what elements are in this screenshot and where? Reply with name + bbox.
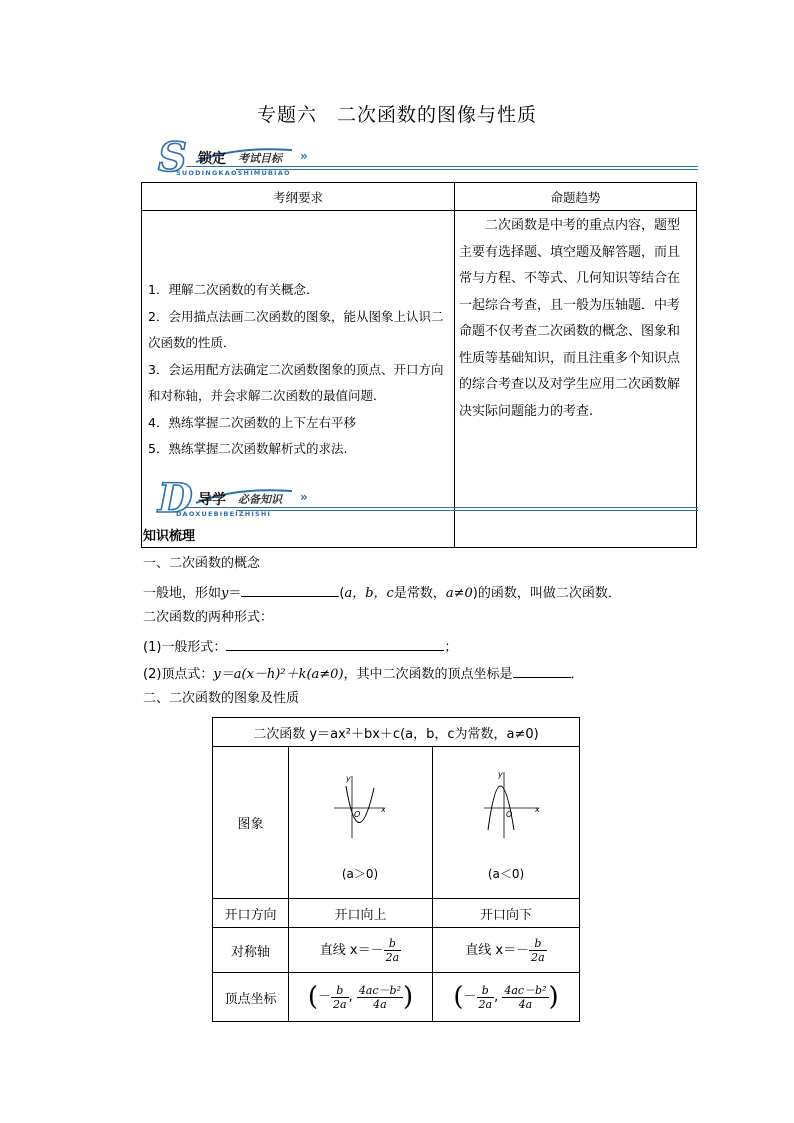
- definition-line: [143, 582, 621, 603]
- requirement-item: 3．会运用配方法确定二次函数图象的顶点、开口方向和对称轴，并会求解二次函数的最值问题．: [148, 361, 444, 403]
- text: (2)顶点式：: [143, 667, 214, 682]
- requirement-item: 4．熟练掌握二次函数的上下左右平移: [148, 414, 356, 430]
- fill-blank: [513, 663, 571, 678]
- text: (: [339, 586, 345, 601]
- denominator: 2a: [531, 950, 545, 964]
- graph-cell-negative: [433, 747, 580, 899]
- text: (1)一般形式：: [143, 640, 227, 655]
- text: ．: [570, 667, 584, 682]
- denominator: 4a: [518, 997, 533, 1011]
- opening-positive: 开口向上: [289, 899, 433, 928]
- denominator: 2a: [478, 997, 493, 1011]
- caption-a-positive: (a＞0): [341, 867, 379, 881]
- numerator: 4ac－b²: [504, 983, 547, 997]
- properties-table: [212, 717, 580, 1022]
- text: －: [463, 989, 477, 1005]
- denominator: 2a: [385, 950, 400, 964]
- fraction: [357, 984, 403, 1011]
- banner-rule: [236, 169, 698, 170]
- section-banner-target: [140, 134, 698, 182]
- parabola-up-icon: [290, 748, 431, 893]
- double-arrow-icon: »: [300, 490, 308, 504]
- fill-blank: [226, 636, 444, 651]
- denominator: 4a: [373, 997, 387, 1011]
- double-arrow-icon: »: [300, 149, 308, 163]
- axis-y-label: y: [498, 770, 503, 779]
- vars: a，b，c: [344, 586, 394, 601]
- section-banner-guide: [140, 475, 698, 523]
- banner-letter: S: [158, 134, 187, 181]
- fraction: [502, 984, 548, 1011]
- banner-rule: [186, 166, 698, 167]
- graph-cell-positive: [289, 747, 433, 899]
- paren: ): [548, 982, 559, 1012]
- requirement-item: 1．理解二次函数的有关概念．: [148, 282, 319, 297]
- vertex-positive: [289, 973, 433, 1022]
- text: )的函数，叫做二次函数．: [472, 586, 621, 601]
- fraction: [384, 937, 402, 964]
- banner-sub-text: 考试目标: [238, 152, 282, 165]
- text: ＝: [228, 586, 242, 601]
- numerator: b: [384, 937, 402, 951]
- vertex-formula: y＝a(x－h)²＋k(a≠0): [213, 667, 344, 682]
- var-y: y: [221, 586, 229, 601]
- banner-rule: [236, 510, 698, 511]
- row-label-image: 图象: [213, 747, 289, 899]
- axis-negative: [433, 928, 580, 973]
- banner-sub-text: 必备知识: [238, 493, 282, 506]
- numerator: b: [331, 984, 349, 998]
- opening-negative: 开口向下: [433, 899, 580, 928]
- caption-a-negative: (a＜0): [487, 867, 525, 881]
- section-2-title: 二、二次函数的图象及性质: [143, 691, 300, 706]
- paren: ): [403, 982, 414, 1012]
- col-header-trend: 命题趋势: [455, 183, 697, 211]
- text: ，其中二次函数的顶点坐标是: [343, 667, 513, 682]
- col-header-requirements: 考纲要求: [142, 183, 455, 211]
- section-1-title: 一、二次函数的概念: [143, 556, 261, 571]
- text: ,: [494, 989, 499, 1005]
- requirement-item: 2．会用描点法画二次函数的图象，能从图象上认识二次函数的性质．: [148, 308, 444, 350]
- numerator: b: [529, 937, 547, 951]
- row-label-axis: 对称轴: [213, 928, 289, 973]
- banner-pinyin: SUODINGKAOSHIMUBIAO: [176, 169, 291, 177]
- axis-x-label: x: [535, 805, 540, 814]
- origin-label: O: [506, 810, 513, 819]
- row-label-vertex: 顶点坐标: [213, 973, 289, 1022]
- fraction: [529, 937, 547, 964]
- forms-intro: 二次函数的两种形式：: [143, 610, 274, 625]
- banner-letter: D: [158, 475, 193, 522]
- parabola-down-icon: [434, 748, 578, 893]
- axis-positive: [289, 928, 433, 973]
- text: －: [317, 989, 331, 1005]
- form-general-line: [143, 636, 457, 657]
- page-title: 专题六 二次函数的图像与性质: [256, 104, 537, 126]
- trend-cell: 二次函数是中考的重点内容，题型主要有选择题、填空题及解答题，而且常与方程、不等式、几何知识等结合在一起综合考查，且一般为压轴题．中考命题不仅考查二次函数的概念、图象和性质等基础知识，而且注重多个知识点的综合考查以及对学生应用二次函数解决实际问题能力的考查.: [455, 211, 697, 548]
- origin-label: O: [354, 810, 361, 819]
- text: 直线 x＝－: [319, 942, 384, 958]
- banner-pinyin: DAOXUEBIBEIZHISHI: [176, 510, 272, 518]
- denominator: 2a: [333, 997, 347, 1011]
- requirement-item: 5．熟练掌握二次函数解析式的求法.: [148, 441, 348, 456]
- axis-x-label: x: [381, 805, 386, 814]
- banner-rule: [186, 507, 698, 508]
- vertex-negative: [433, 973, 580, 1022]
- banner-main-text: 锁定: [198, 151, 226, 167]
- table-header: 二次函数 y＝ax²＋bx＋c(a，b，c为常数，a≠0): [213, 718, 580, 747]
- banner-main-text: 导学: [198, 492, 226, 508]
- axis-y-label: y: [346, 774, 351, 783]
- numerator: 4ac－b²: [358, 983, 402, 997]
- row-label-opening: 开口方向: [213, 899, 289, 928]
- form-vertex-line: [143, 663, 584, 684]
- knowledge-heading: 知识梳理: [143, 529, 196, 544]
- numerator: b: [477, 984, 495, 998]
- text: 直线 x＝－: [465, 942, 530, 958]
- text: 是常数，: [393, 586, 446, 601]
- paren: (: [307, 982, 318, 1012]
- text: ,: [348, 989, 353, 1005]
- text: ；: [444, 640, 458, 655]
- fraction: [331, 984, 349, 1011]
- fraction: [477, 984, 495, 1011]
- fill-blank: [241, 582, 339, 597]
- paren: (: [453, 982, 464, 1012]
- condition: a≠0: [445, 586, 473, 601]
- text: 一般地，形如: [143, 586, 222, 601]
